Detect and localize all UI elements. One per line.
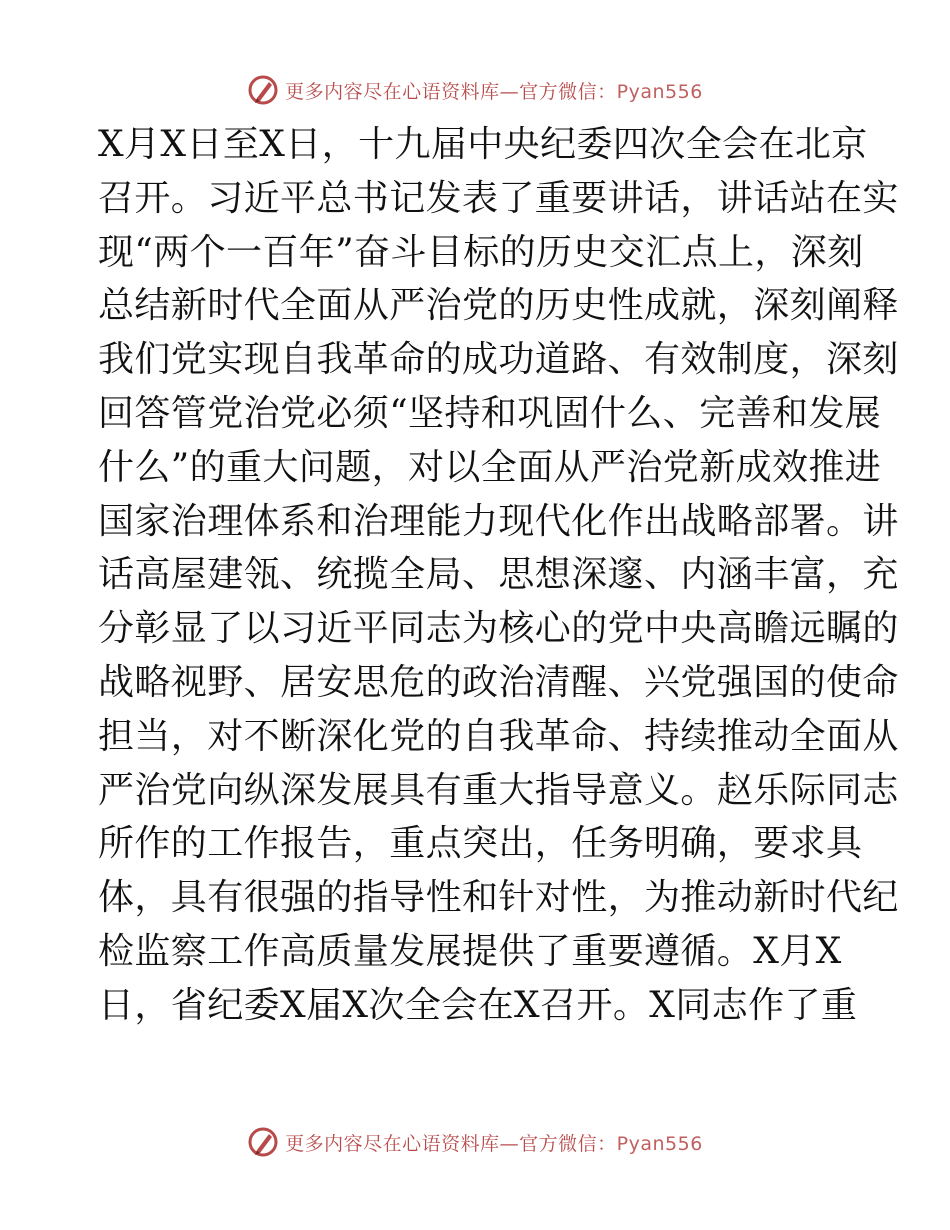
document-body	[98, 118, 899, 1033]
body-line: 现“两个一百年”奋斗目标的历史交汇点上，深刻	[98, 231, 864, 273]
footer-wechat-id: Pyan556	[616, 1132, 703, 1155]
body-line: 日，省纪委X届X次全会在X召开。X同志作了重	[98, 984, 858, 1026]
header-wechat-id: Pyan556	[616, 80, 703, 103]
body-line: 严治党向纵深发展具有重大指导意义。赵乐际同志	[98, 769, 899, 811]
footer-banner-text	[285, 1129, 703, 1156]
footer-banner	[0, 1122, 950, 1162]
header-banner-text	[285, 77, 703, 104]
body-line: 什么”的重大问题，对以全面从严治党新成效推进	[98, 446, 882, 488]
body-line: 检监察工作高质量发展提供了重要遵循。X月X	[98, 930, 842, 972]
pen-logo-icon	[247, 1126, 279, 1158]
body-line: 召开。习近平总书记发表了重要讲话，讲话站在实	[98, 177, 899, 219]
body-line: 担当，对不断深化党的自我革命、持续推动全面从	[98, 715, 899, 757]
body-line: 体，具有很强的指导性和针对性，为推动新时代纪	[98, 877, 899, 919]
body-line: 分彰显了以习近平同志为核心的党中央高瞻远瞩的	[98, 608, 899, 650]
body-line: 战略视野、居安思危的政治清醒、兴党强国的使命	[98, 661, 899, 703]
header-banner	[0, 70, 950, 110]
header-banner-label: 更多内容尽在心语资料库—官方微信：	[285, 80, 617, 103]
body-line: X月X日至X日，十九届中央纪委四次全会在北京	[98, 124, 868, 165]
body-line: 回答管党治党必须“坚持和巩固什么、完善和发展	[98, 392, 882, 434]
body-line: 总结新时代全面从严治党的历史性成就，深刻阐释	[98, 285, 899, 327]
pen-logo-icon	[247, 74, 279, 106]
footer-banner-label: 更多内容尽在心语资料库—官方微信：	[285, 1132, 617, 1155]
body-line: 所作的工作报告，重点突出，任务明确，要求具	[98, 823, 863, 865]
body-line: 我们党实现自我革命的成功道路、有效制度，深刻	[98, 339, 899, 381]
body-line: 话高屋建瓴、统揽全局、思想深邃、内涵丰富，充	[98, 554, 899, 596]
body-line: 国家治理体系和治理能力现代化作出战略部署。讲	[98, 500, 899, 542]
